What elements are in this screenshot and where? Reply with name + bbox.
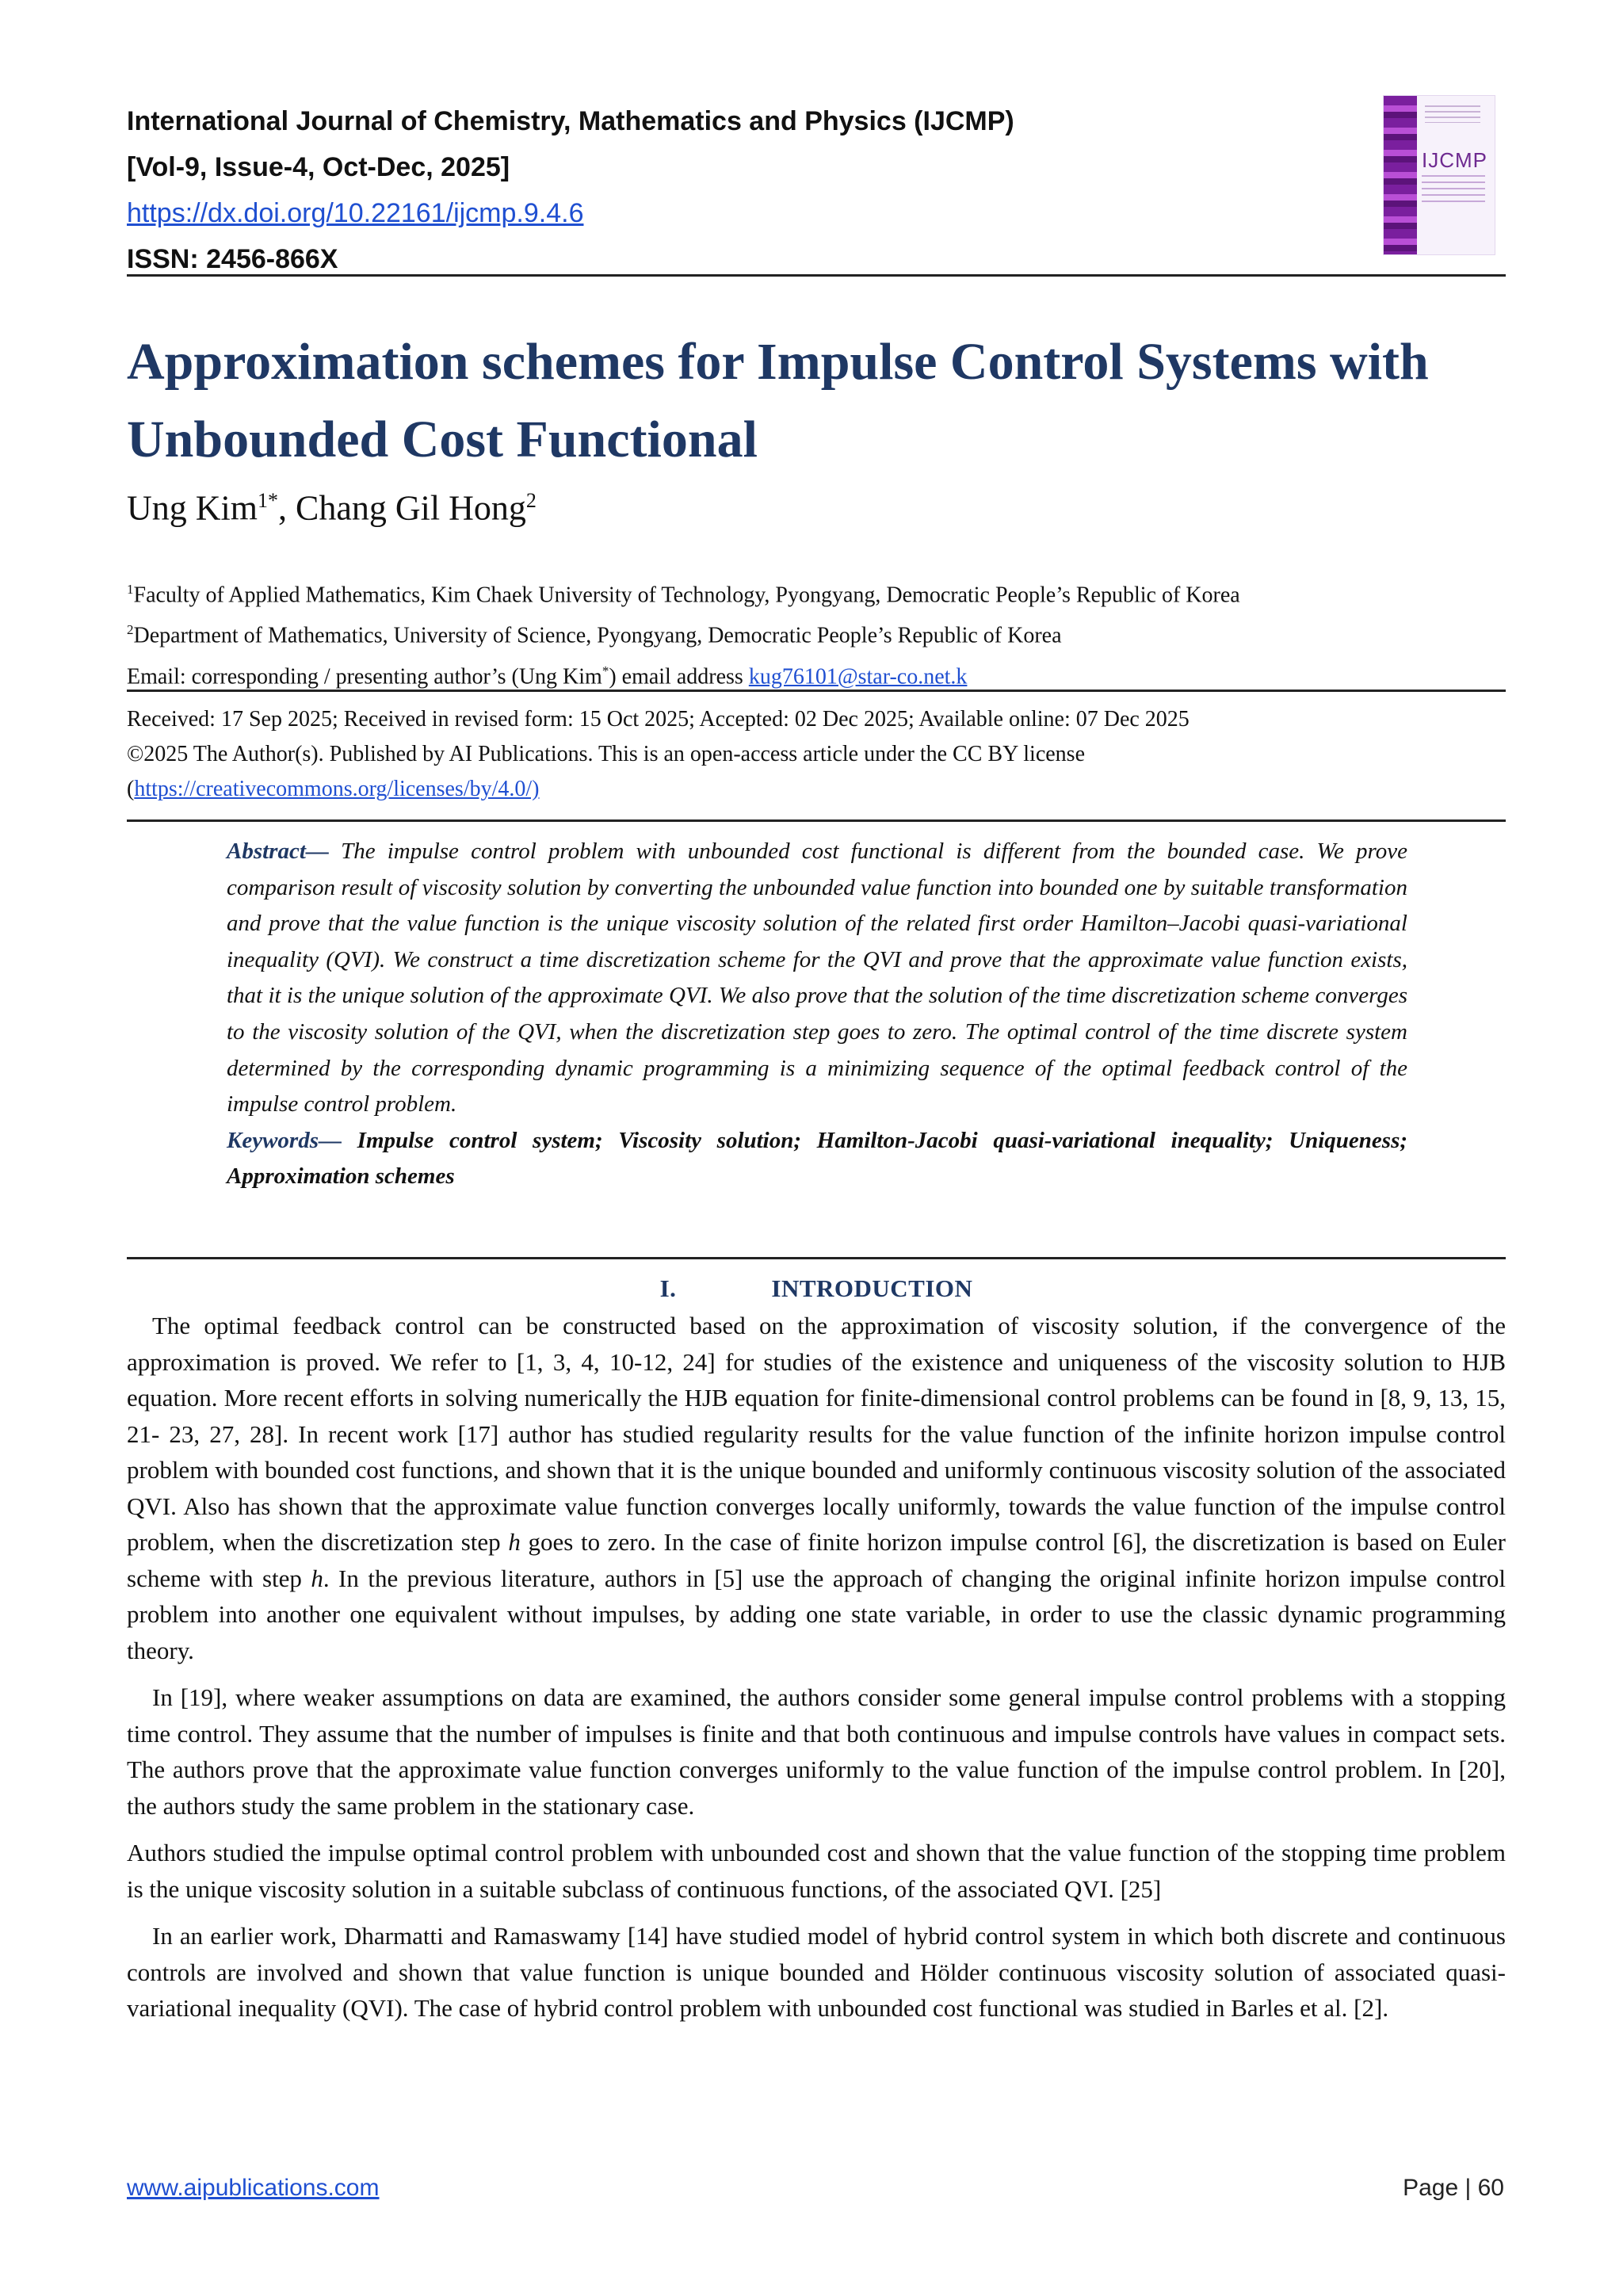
author-list [127,479,537,531]
divider [127,819,1506,822]
header-divider [127,274,1506,277]
abstract [227,834,1407,1195]
author-superscript: 2 [525,489,537,512]
abstract-label: Abstract [227,839,306,864]
abstract-dash: — [305,839,342,864]
email-link[interactable]: kug76101@star-co.net.k [748,663,968,689]
paragraph: In an earlier work, Dharmatti and Ramaswamy [14] have studied model of hybrid control system in which both discrete and continuous controls are involved and shown that value function is unique bounded and Hölder continuous viscosity solution of associated quasi-variational inequality (QVI). The case of hybrid control problem with unbounded cost functional was studied in Barles et al. [2]. [127,1922,1506,2022]
section-number: I. [659,1274,677,1302]
author-superscript: 1* [258,489,278,512]
author-name: Ung Kim [127,488,258,528]
body-text [127,1308,1506,2038]
title-line-1: Approximation schemes for Impulse Control Systems with [127,333,1429,391]
paper-title [127,323,1506,479]
divider [127,1257,1506,1259]
paragraph [127,1308,1506,1668]
logo-pattern [1384,96,1417,254]
journal-header [127,98,1316,282]
paragraph-text: The optimal feedback control can be constructed based on the approximation of viscosity solution, if the convergence of the approximation is proved. We refer to [1, 3, 4, 10-12, 24] for studies of the existence and uniqueness of the viscosity solution to HJB equation. More recent efforts in solving numerically the HJB equation for finite-dimensional control problems can be found in [8, 9, 13, 15, 21- 23, 27, 28]. In recent work [17] author has studied regularity results for the value function of the infinite horizon impulse control problem with bounded cost functions, and shown that it is the unique bounded and uniformly continuous viscosity solution of the associated QVI. Also has shown that the approximate value function converges locally uniformly, towards the value function of the impulse control problem, when the discretization step [127,1312,1506,1556]
paragraph-text: . In the previous literature, authors in [5] use the approach of changing the original infinite horizon impulse control problem into another one equivalent without impulses, by adding one state variable, in order to use the classic dynamic programming theory. [127,1564,1506,1664]
paren: ( [127,777,135,801]
affiliation-marker: 2 [127,622,134,638]
affiliation-text: Department of Mathematics, University of Science, Pyongyang, Democratic People’s Republic of Korea [133,623,1062,648]
page-number: Page | 60 [1403,2175,1504,2201]
math-symbol: h [311,1564,323,1592]
affiliations [127,572,1506,694]
abstract-text-block [227,834,1407,1123]
title-line-2: Unbounded Cost Functional [127,411,758,468]
journal-volume: [Vol-9, Issue-4, Oct-Dec, 2025] [127,152,510,182]
paragraph-text: goes to zero. In the case of finite horizon impulse control [6], the discretization is based on Euler scheme with step [127,1528,1506,1592]
keywords-block [227,1123,1407,1195]
math-symbol: h [508,1528,521,1556]
divider [127,690,1506,692]
logo-text: IJCMP [1422,148,1487,172]
journal-name: International Journal of Chemistry, Mathematics and Physics (IJCMP) [127,106,1014,136]
doi-link[interactable]: https://dx.doi.org/10.22161/ijcmp.9.4.6 [127,198,584,228]
issn: ISSN: 2456-866X [127,244,338,274]
author-name: Chang Gil Hong [296,488,526,528]
email-line [127,654,1506,694]
paragraph: In [19], where weaker assumptions on data are examined, the authors consider some general impulse control problems with a stopping time control. They assume that the number of impulses is finite and that both continuous and impulse controls have values in compact sets. The authors prove that the approximate value function converges uniformly to the value function of the impulse control problem. In [20], the authors study the same problem in the stationary case. [127,1683,1506,1820]
logo-decoration [1422,175,1485,207]
affiliation-1 [127,572,1506,613]
author-separator: , [278,488,296,528]
journal-logo [1383,95,1495,255]
section-title: INTRODUCTION [771,1274,973,1302]
license-url-line [127,772,1506,807]
email-star: * [601,663,609,678]
email-prefix: Email: corresponding / presenting author’s (Ung Kim [127,663,602,689]
keywords-label: Keywords [227,1127,319,1153]
affiliation-2 [127,613,1506,653]
email-mid: ) email address [609,663,749,689]
keywords: Impulse control system; Viscosity solution; Hamilton-Jacobi quasi-variational inequality; Uniqueness; Approximation schemes [227,1127,1408,1190]
abstract-body: The impulse control problem with unbounded cost functional is different from the bounded case. We prove comparison result of viscosity solution by converting the unbounded value function into bounded one by suitable transformation and prove that the value function is the unique viscosity solution of the related first order Hamilton–Jacobi quasi-variational inequality (QVI). We construct a time discretization scheme for the QVI and prove that the approximate value function exists, that it is the unique solution of the approximate QVI. We also prove that the solution of the time discretization scheme converges to the viscosity solution of the QVI, when the discretization step goes to zero. The optimal control of the time discrete system determined by the corresponding dynamic programming is a minimizing sequence of the optimal feedback control of the impulse control problem. [227,839,1408,1117]
affiliation-marker: 1 [127,582,134,597]
license-link[interactable]: https://creativecommons.org/licenses/by/4.0/) [134,777,540,801]
copyright: ©2025 The Author(s). Published by AI Publications. This is an open-access article under the CC BY license [127,742,1086,766]
logo-decoration [1425,105,1480,123]
license-block [127,702,1506,807]
article-dates: Received: 17 Sep 2025; Received in revised form: 15 Oct 2025; Accepted: 02 Dec 2025; Available online: 07 Dec 2025 [127,707,1190,732]
keywords-dash: — [319,1127,357,1153]
publisher-website-link[interactable]: www.aipublications.com [127,2175,380,2201]
paragraph: Authors studied the impulse optimal control problem with unbounded cost and shown that the value function of the stopping time problem is the unique viscosity solution in a suitable subclass of continuous functions, of the associated QVI. [25] [127,1839,1506,1903]
affiliation-text: Faculty of Applied Mathematics, Kim Chaek University of Technology, Pyongyang, Democratic People’s Republic of Korea [133,583,1240,608]
section-heading [127,1271,1506,1306]
